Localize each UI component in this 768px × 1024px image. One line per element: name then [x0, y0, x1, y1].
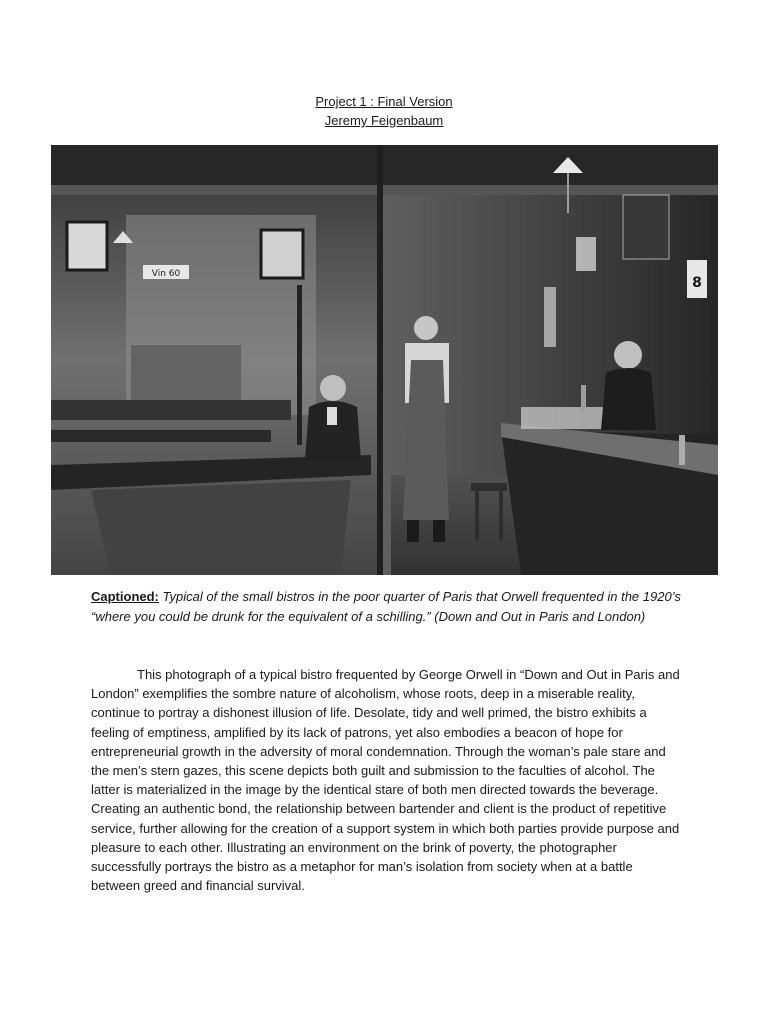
document-title: Project 1 : Final Version — [315, 94, 453, 109]
photo-caption — [91, 587, 681, 626]
caption-label: Captioned: — [91, 589, 159, 604]
bistro-photo-illustration — [51, 145, 718, 575]
caption-text: Typical of the small bistros in the poor quarter of Paris that Orwell frequented in the 1920’s “where you could be drunk for the equivalent of a schilling.” (Down and Out in Paris and London) — [91, 589, 681, 624]
document-author: Jeremy Feigenbaum — [324, 113, 444, 128]
number-card-text: 8 — [692, 275, 702, 291]
wine-price-sign-text: Vin 60 — [151, 269, 181, 279]
essay-paragraph: This photograph of a typical bistro frequented by George Orwell in “Down and Out in Paris and London” exemplifies the sombre nature of alcoholism, whose roots, deep in a miserable reality, continue to portray a dishonest illusion of life. Desolate, tidy and well primed, the bistro exhibits a feeling of emptiness, amplified by its lack of patrons, yet also embodies a beacon of hope for entrepreneurial growth in the adversity of moral condemnation. Through the woman’s pale stare and the men’s stern gazes, this scene depicts both guilt and submission to the faculties of alcohol. The latter is materialized in the image by the identical stare of both men directed towards the beverage. Creating an authentic bond, the relationship between bartender and client is the product of repetitive service, further allowing for the creation of a support system in which both parties provide purpose and pleasure to each other. Illustrating an environment on the brink of poverty, the photographer successfully portrays the bistro as a metaphor for man’s isolation from society when at a battle between greed and financial survival. — [91, 667, 680, 894]
document-header — [0, 92, 768, 130]
bistro-photograph — [51, 145, 718, 575]
